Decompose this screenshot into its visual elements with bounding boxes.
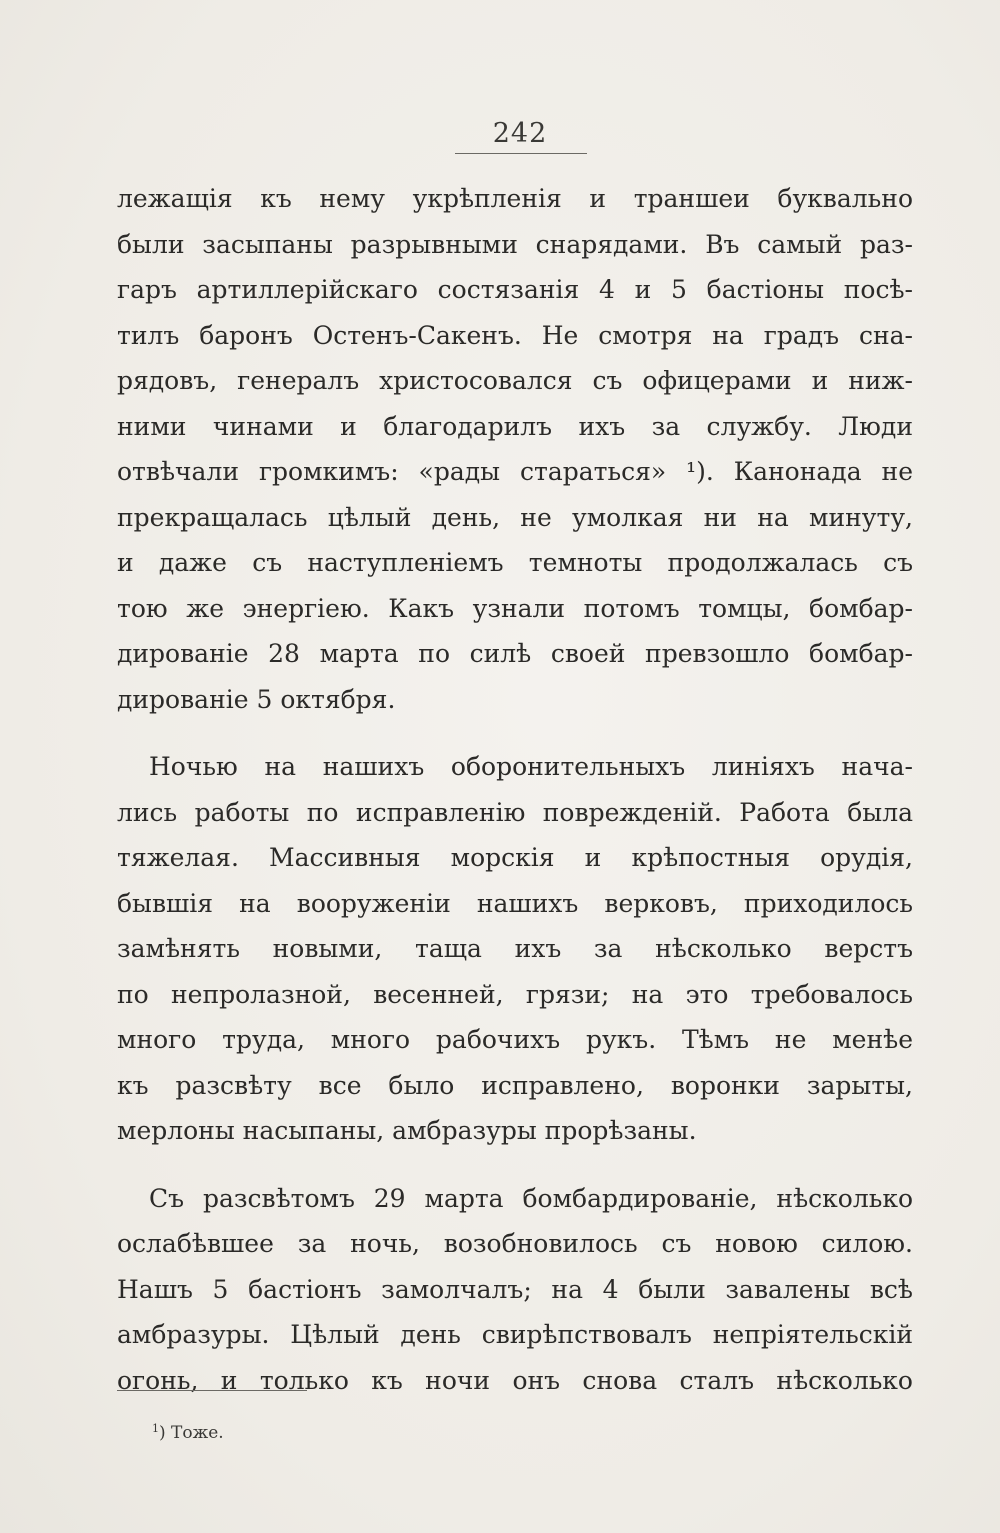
text-line: рядовъ, генералъ христосовался съ офицерами и ниж- [117,366,913,395]
text-line: Съ разсвѣтомъ 29 марта бомбардированіе, нѣсколько [149,1183,913,1213]
footnote-text: ) Тоже. [159,1423,224,1443]
header-rule [455,153,587,154]
footnote [152,1422,224,1443]
text-line: амбразуры. Цѣлый день свирѣпствовалъ непріятельскій [117,1320,913,1349]
text-line: Нашъ 5 бастіонъ замолчалъ; на 4 были завалены всѣ [117,1274,913,1304]
footnote-rule [117,1390,307,1391]
text-line: были засыпаны разрывными снарядами. Въ самый раз- [117,229,913,259]
page-number: 242 [492,118,548,149]
body-text [117,176,913,1403]
text-line: лежащія къ нему укрѣпленія и траншеи буквально [117,184,913,213]
text-line: отвѣчали громкимъ: «рады стараться» ¹). Канонада не [117,457,913,486]
text-line: прекращалась цѣлый день, не умолкая ни на минуту, [117,502,913,532]
paragraph [117,744,913,1154]
text-line: дированіе 28 марта по силѣ своей превзошло бомбар- [117,639,913,668]
text-line: много труда, много рабочихъ рукъ. Тѣмъ не менѣе [117,1025,913,1054]
text-line: тилъ баронъ Остенъ-Сакенъ. Не смотря на градъ сна- [117,320,913,350]
text-line: тою же энергіею. Какъ узнали потомъ томцы, бомбар- [117,593,913,623]
text-line: и даже съ наступленіемъ темноты продолжалась съ [117,548,913,577]
text-line: по непролазной, весенней, грязи; на это требовалось [117,979,913,1009]
text-line: огонь, и только къ ночи онъ снова сталъ нѣсколько [117,1365,913,1395]
text-line: дированіе 5 октября. [117,684,396,714]
text-line: бывшія на вооруженіи нашихъ верковъ, приходилось [117,888,913,918]
paragraph-gap [117,722,913,744]
text-line: гаръ артиллерійскаго состязанія 4 и 5 бастіоны посѣ- [117,275,913,304]
text-line: тяжелая. Массивныя морскія и крѣпостныя орудія, [117,843,913,872]
footnote-marker: 1 [152,1422,159,1435]
paragraph-gap [117,1154,913,1176]
text-line: ними чинами и благодарилъ ихъ за службу. Люди [117,411,913,441]
text-line: замѣнять новыми, таща ихъ за нѣсколько верстъ [117,934,913,963]
text-line: ослабѣвшее за ночь, возобновилось съ новою силою. [117,1229,913,1258]
text-line: Ночью на нашихъ оборонительныхъ линіяхъ нача- [149,752,913,781]
paragraph [117,1176,913,1404]
text-line: къ разсвѣту все было исправлено, воронки зарыты, [117,1070,913,1100]
text-line: лись работы по исправленію поврежденій. Работа была [117,797,913,827]
paragraph [117,176,913,722]
text-line: мерлоны насыпаны, амбразуры прорѣзаны. [117,1116,697,1145]
